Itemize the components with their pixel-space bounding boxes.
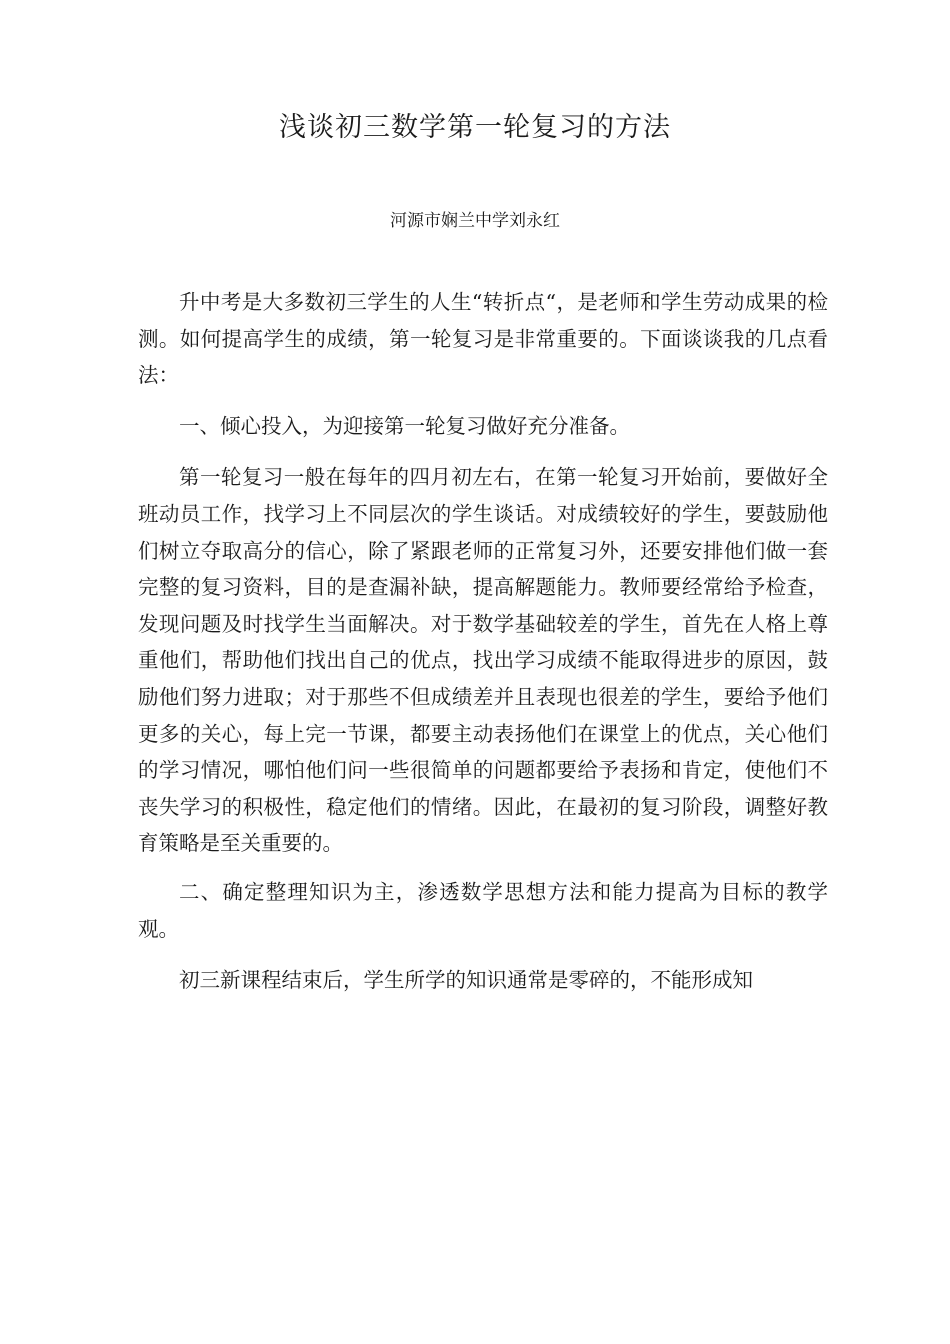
document-author: 河源市娴兰中学刘永红 [390, 211, 560, 231]
paragraph-section-1: 第一轮复习一般在每年的四月初左右，在第一轮复习开始前，要做好全班动员工作，找学习上不同层次的学生谈话。对成绩较好的学生，要鼓励他们树立夺取高分的信心，除了紧跟老师的正常复习外，还要安排他们做一套完整的复习资料，目的是查漏补缺，提高解题能力。教师要经常给予检查，发现问题及时找学生当面解决。对于数学基础较差的学生，首先在人格上尊重他们，帮助他们找出自己的优点，找出学习成绩不能取得进步的原因，鼓励他们努力进取；对于那些不但成绩差并且表现也很差的学生，要给予他们更多的关心，每上完一节课，都要主动表扬他们在课堂上的优点，关心他们的学习情况，哪怕他们问一些很简单的问题都要给予表扬和肯定，使他们不丧失学习的积极性，稳定他们的情绪。因此，在最初的复习阶段，调整好教育策略是至关重要的。 [138, 465, 828, 856]
document-title: 浅谈初三数学第一轮复习的方法 [279, 112, 671, 143]
paragraph-section-2: 初三新课程结束后，学生所学的知识通常是零碎的，不能形成知 [179, 967, 753, 992]
document-body [138, 284, 828, 1013]
heading-section-1: 一、倾心投入，为迎接第一轮复习做好充分准备。 [179, 414, 630, 439]
paragraph-intro: 升中考是大多数初三学生的人生“转折点“，是老师和学生劳动成果的检测。如何提高学生的成绩，第一轮复习是非常重要的。下面谈谈我的几点看法： [138, 290, 828, 388]
heading-section-2: 二、确定整理知识为主，渗透数学思想方法和能力提高为目标的教学观。 [138, 879, 828, 941]
